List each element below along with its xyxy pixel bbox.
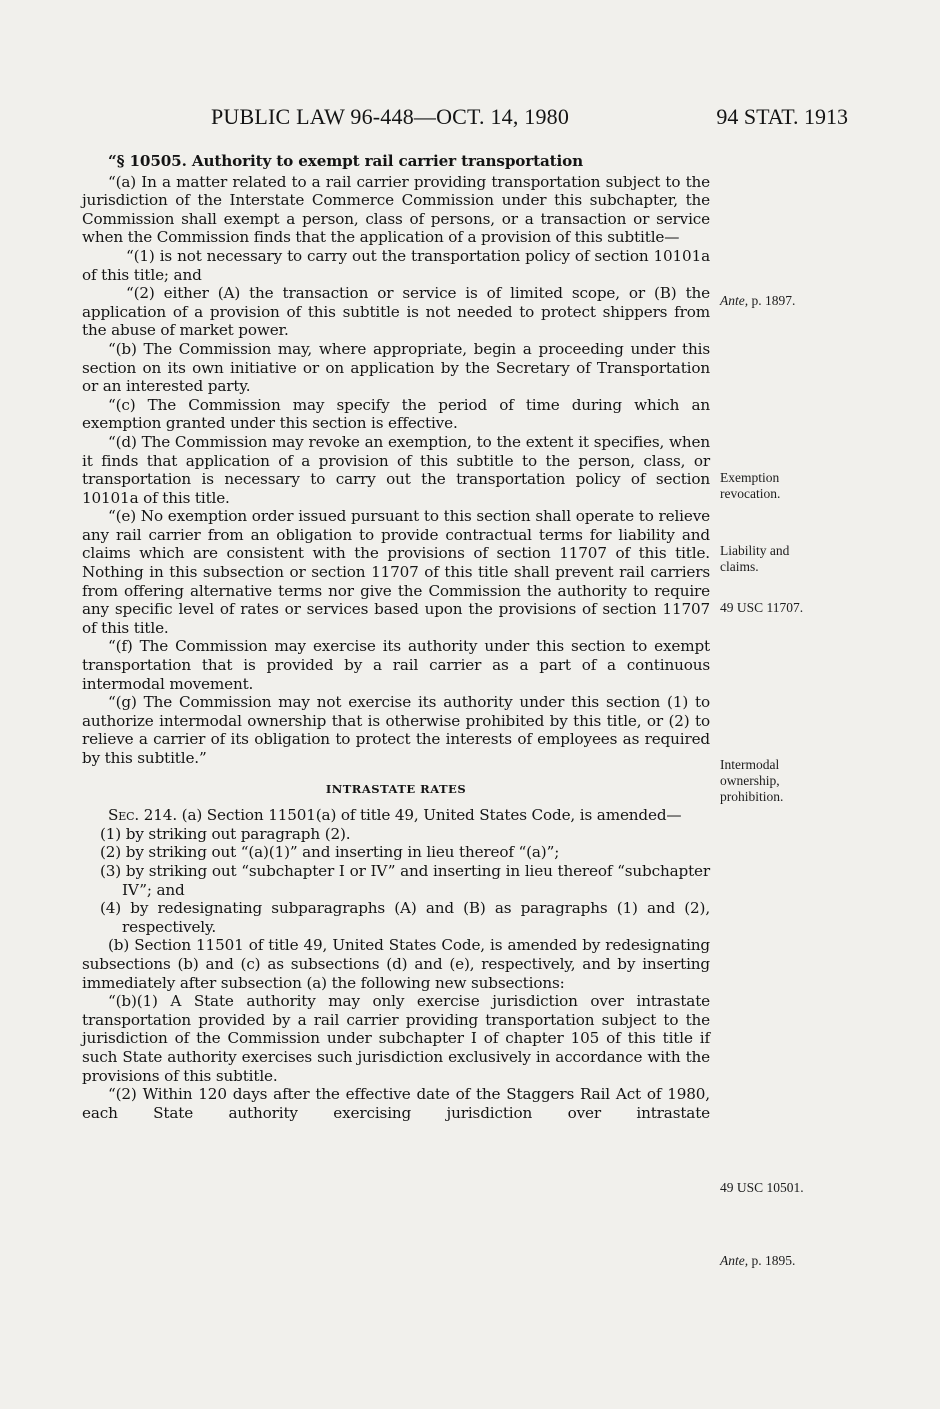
subsection-a-paragraph-2: “(2) either (A) the transaction or service is of limited scope, or (B) the application of a provision of this subtitle is not needed to protect shippers from the abuse of market power.: [82, 284, 710, 340]
section-214-a-1: (1) by striking out paragraph (2).: [100, 824, 351, 843]
section-heading: “§ 10505. Authority to exempt rail carrier transportation: [108, 152, 584, 170]
section-214-a-3: (3) by striking out “subchapter I or IV” and inserting in lieu thereof “subchapter IV”; and: [100, 861, 710, 899]
margin-note-usc-11707: 49 USC 11707.: [720, 600, 804, 615]
new-subsection-b-2: “(2) Within 120 days after the effective date of the Staggers Rail Act of 1980, each State authority exercising jurisdiction over intrastate: [82, 1085, 710, 1122]
section-214-a-2: (2) by striking out “(a)(1)” and inserting in lieu thereof “(a)”;: [100, 843, 560, 862]
caption-intrastate-rates: INTRASTATE RATES: [325, 781, 467, 796]
margin-note-liability-claims: Liability and claims.: [720, 543, 790, 574]
subsection-a-paragraph-1: “(1) is not necessary to carry out the transportation policy of section 10101a of this title; and: [82, 246, 710, 284]
margin-note-ante-1897: [720, 293, 830, 309]
subsection-f: “(f) The Commission may exercise its authority under this section to exempt transportation that is provided by a rail carrier as a part of a continuous intermodal movement.: [82, 637, 710, 693]
subsection-e: “(e) No exemption order issued pursuant to this section shall operate to relieve any rail carrier from an obligation to provide contractual terms for liability and claims which are consistent with the provisions of section 11707 of this title. Nothing in this subsection or section 11707 of this title shall prevent rail carriers from offering alternative terms nor give the Commission the authority to require any specific level of rates or services based upon the provisions of section 11707 of this title.: [82, 507, 710, 637]
stat-page-number: 94 STAT. 1913: [716, 104, 848, 129]
ante-italic: Ante,: [720, 293, 749, 308]
section-214-a-text: 214. (a) Section 11501(a) of title 49, United States Code, is amended—: [143, 806, 682, 825]
subsection-c: “(c) The Commission may specify the period of time during which an exemption granted under this section is effective.: [82, 395, 710, 433]
subsection-b: “(b) The Commission may, where appropriate, begin a proceeding under this section on its own initiative or on application by the Secretary of Transportation or an interested party.: [82, 339, 710, 396]
page-header: [82, 104, 848, 134]
section-label: Sec.: [108, 806, 140, 825]
subsection-g: “(g) The Commission may not exercise its authority under this section (1) to authorize intermodal ownership that is otherwise prohibited by this title, or (2) to relieve a carrier of its obligation to protect the interests of employees as required by this subtitle.”: [82, 693, 710, 767]
running-head: PUBLIC LAW 96-448—OCT. 14, 1980: [211, 104, 570, 129]
main-text-column: [82, 152, 710, 1122]
margin-note-intermodal: Intermodal ownership, prohibition.: [720, 757, 784, 804]
section-214-a: [82, 806, 710, 825]
section-214-b: (b) Section 11501 of title 49, United States Code, is amended by redesignating subsections (b) and (c) as subsections (d) and (e), respectively, and by inserting immediately after subsection (a) the following new subsections:: [82, 936, 710, 992]
new-subsection-b-1: “(b)(1) A State authority may only exercise jurisdiction over intrastate transportation provided by a rail carrier providing transportation subject to the jurisdiction of the Commission under subchapter I of chapter 105 of this title if such State authority exercises such jurisdiction exclusively in accordance with the provisions of this subtitle.: [82, 992, 710, 1085]
subsection-d: “(d) The Commission may revoke an exemption, to the extent it specifies, when it finds that application of a provision of this subtitle to the person, class, or transportation is necessary to carry out the transportation policy of section 10101a of this title.: [82, 432, 710, 507]
subsection-a-intro: “(a) In a matter related to a rail carrier providing transportation subject to the jurisdiction of the Interstate Commerce Commission under this subchapter, the Commission shall exempt a person, class of persons, or a transaction or service when the Commission finds that the application of a provision of this subtitle—: [82, 172, 710, 247]
margin-note-usc-10501: 49 USC 10501.: [720, 1180, 804, 1195]
ante-page: p. 1897.: [748, 293, 796, 308]
ante-page: p. 1895.: [748, 1253, 796, 1268]
margin-note-ante-1895: [720, 1253, 830, 1269]
section-214-a-4: (4) by redesignating subparagraphs (A) and (B) as paragraphs (1) and (2), respectively.: [100, 899, 710, 936]
margin-note-exemption-revocation: Exemption revocation.: [720, 470, 781, 501]
ante-italic: Ante,: [720, 1253, 749, 1268]
